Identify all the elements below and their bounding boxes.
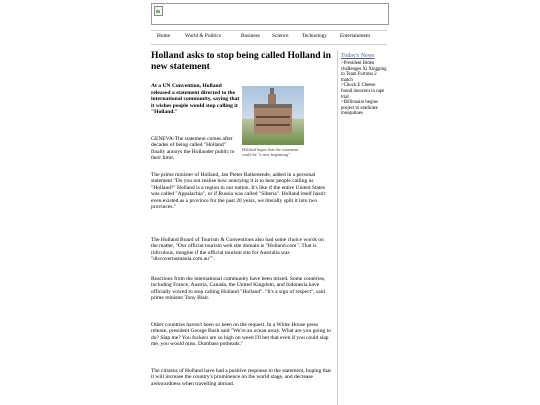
article-headline: Holland asks to stop being called Holland in new statement <box>151 50 331 72</box>
news-sidebar <box>337 50 389 405</box>
news-item[interactable]: >Chuck E Cheese found innocent in rape trial <box>341 83 385 100</box>
nav-world-politics[interactable]: World & Politics <box>185 33 221 39</box>
broken-image-icon <box>154 6 163 16</box>
article-figure <box>242 86 304 157</box>
article-paragraph: The prime minister of Holland, Jan Pieter Balkenende, added in a personal statement "Do you not realise how annoying it is to hear people calling us "Holland?" Holland is a region in our nation. It's like if the entire United States was called "Appalachia", or if Russia was called "Siberia". Holland itself hasn't even existed as a province for the past 20 years, we literally split it into two provinces." <box>151 172 326 211</box>
article-paragraph: Other countries haven't been so keen on the request. In a White House press release, president George Bush said "We're an ocean away. What are you going to do? Slap me? You fuckers are so high on weed I'll bet that even if you could slap me, you would miss. Dumbass potheads." <box>151 322 331 348</box>
article-lede: At a UN Convention, Holland released a statement directed to the international community, saying that it wishes people would stop calling it "Holland." <box>151 83 240 115</box>
peace-palace-photo <box>242 86 304 145</box>
top-navigation <box>151 30 387 45</box>
news-item[interactable]: >Billionaire begins project to eradicate mosquitoes <box>341 100 378 117</box>
nav-home[interactable]: Home <box>157 33 170 39</box>
nav-entertainment[interactable]: Entertainment <box>340 33 371 39</box>
article-paragraph: The Holland Board of Tourism & Conventions also had some choice words on the matter, "Our official tourism web site domain is "Holland.com". That is ridiculous, imagine if the official tourism site for Australia was "discovertasmania.com.au"". <box>151 237 324 263</box>
photo-caption: Holland hopes that the statement could be "a new beginning" <box>242 147 299 157</box>
sidebar-title[interactable]: Today's News <box>341 53 375 59</box>
news-item[interactable]: >President Biden challenges Xi Xingping to Team Fortress 2 match <box>341 61 387 83</box>
article <box>151 50 331 387</box>
article-paragraph: Reactions from the international community have been mixed. Some countries, including France, Austria, Canada, the United Kingdom, and Indonesia have officially vowed to stop calling Holland "Holland". "It's a sign of respect", said prime minister Tony Blair. <box>151 276 326 302</box>
nav-technology[interactable]: Technology <box>302 33 327 39</box>
article-dateline-paragraph: GENEVA-The statement comes after decades of being called "Holland" finally annoys the Hollander public to their limit. <box>151 136 235 162</box>
article-paragraph: The citizens of Holland have had a positive response to the statement, hoping that it will increase the country's prominence on the world stage, and decrease awkwardness when travelling abroad. <box>151 368 331 387</box>
banner-image <box>151 3 389 25</box>
news-list <box>341 61 387 117</box>
nav-business[interactable]: Business <box>241 33 260 39</box>
nav-science[interactable]: Science <box>272 33 289 39</box>
